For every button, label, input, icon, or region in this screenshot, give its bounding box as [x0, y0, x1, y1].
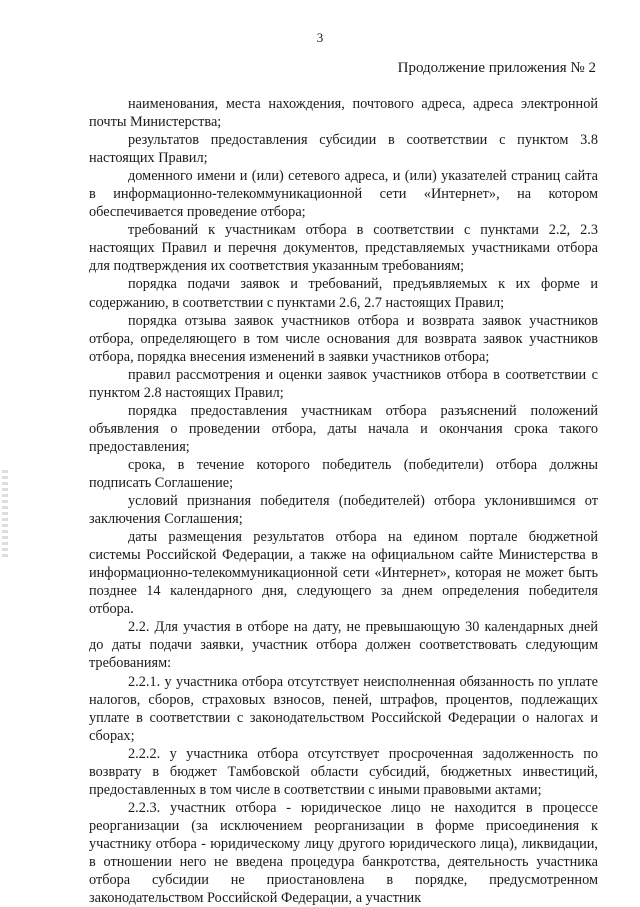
paragraph: правил рассмотрения и оценки заявок участников отбора в соответствии с пунктом 2.8 настоящих Правил; [89, 366, 598, 401]
section-paragraph: 2.2. Для участия в отборе на дату, не превышающую 30 календарных дней до даты подачи заявки, участник отбора должен соответствовать следующим требованиям: [89, 619, 598, 672]
paragraph: даты размещения результатов отбора на едином портале бюджетной системы Российской Федерации, а также на официальном сайте Министерства в информационно-телекоммуникационной сети «Интернет», которая не может быть позднее 14 календарного дня, следующего за днем определения победителя отбора. [89, 529, 598, 618]
paragraph: требований к участникам отбора в соответствии с пунктами 2.2, 2.3 настоящих Правил и перечня документов, представляемых участниками отбора для подтверждения их соответствия указанным требованиям; [89, 222, 598, 275]
document-body [89, 95, 598, 907]
paragraph: результатов предоставления субсидии в соответствии с пунктом 3.8 настоящих Правил; [89, 132, 598, 167]
appendix-note: Продолжение приложения № 2 [397, 60, 596, 76]
paragraph: порядка предоставления участникам отбора разъяснений положений объявления о проведении отбора, даты начала и окончания срока такого предоставления; [89, 402, 598, 455]
paragraph: условий признания победителя (победителей) отбора уклонившимся от заключения Соглашения; [89, 493, 598, 528]
paragraph: порядка отзыва заявок участников отбора и возврата заявок участников отбора, определяющего в том числе основания для возврата заявок участников отбора, порядка внесения изменений в заявки участников отбора; [89, 312, 598, 365]
margin-scan-mark [2, 470, 8, 560]
paragraph: срока, в течение которого победитель (победители) отбора должны подписать Соглашение; [89, 456, 598, 491]
paragraph: порядка подачи заявок и требований, предъявляемых к их форме и содержанию, в соответствии с пунктами 2.6, 2.7 настоящих Правил; [89, 276, 598, 311]
paragraph: доменного имени и (или) сетевого адреса, и (или) указателей страниц сайта в информационно-телекоммуникационной сети «Интернет», на котором обеспечивается проведение отбора; [89, 168, 598, 221]
page-number: 3 [316, 30, 324, 45]
section-paragraph: 2.2.2. у участника отбора отсутствует просроченная задолженность по возврату в бюджет Тамбовской области субсидий, бюджетных инвестиций, предоставленных в том числе в соответствии с иными правовыми актами; [89, 745, 598, 798]
section-paragraph: 2.2.1. у участника отбора отсутствует неисполненная обязанность по уплате налогов, сборов, страховых взносов, пеней, штрафов, процентов, подлежащих уплате в соответствии с законодательством Российской Федерации о налогах и сборах; [89, 673, 598, 744]
section-paragraph: 2.2.3. участник отбора - юридическое лицо не находится в процессе реорганизации (за исключением реорганизации в форме присоединения к участнику отбора - юридическому лицу другого юридического лица), ликвидации, в отношении него не введена процедура банкротства, деятельность участника отбора субсидии не приостановлена в порядке, предусмотренном законодательством Российской Федерации, а участник [89, 799, 598, 907]
paragraph: наименования, места нахождения, почтового адреса, адреса электронной почты Министерства; [89, 96, 598, 131]
